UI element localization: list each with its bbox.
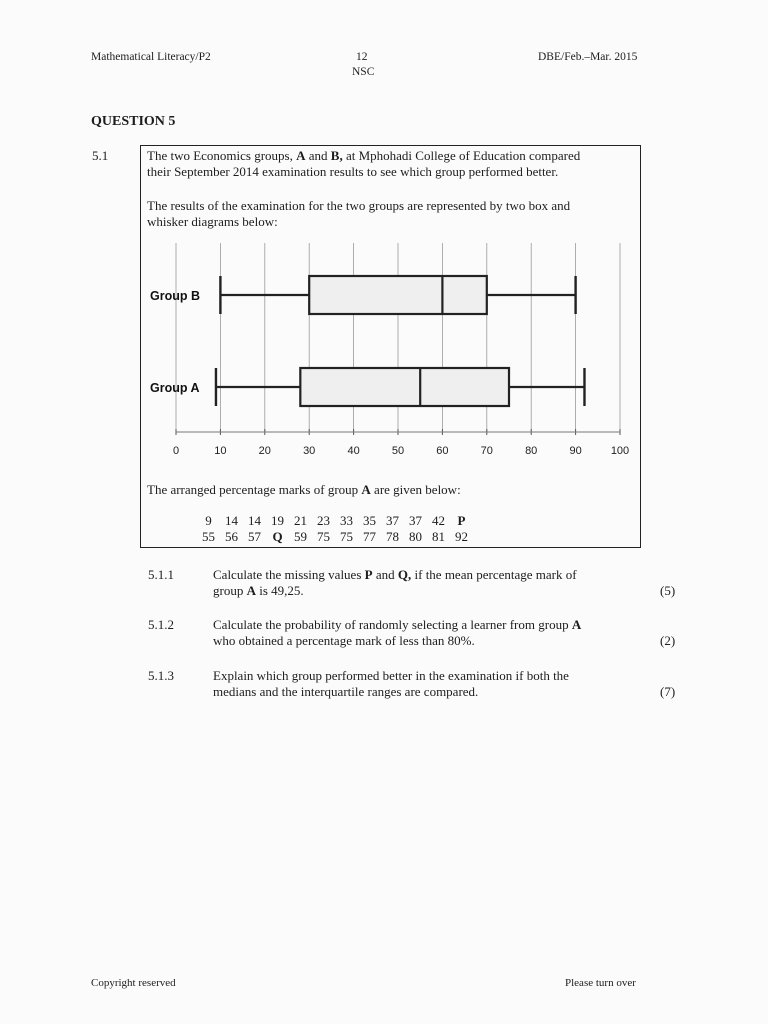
mark-row2-4: Q: [272, 529, 283, 544]
subquestion-text-1: Calculate the missing values P and Q, if the mean percentage mark of group A is 49,25.: [213, 567, 577, 598]
subquestion-number-3: 5.1.3: [148, 668, 174, 683]
header-page-number: 12: [356, 51, 368, 63]
footer-turn-over: Please turn over: [565, 977, 636, 989]
mark-row1-3: 14: [248, 513, 261, 528]
tick-label-50: 50: [391, 445, 405, 457]
question-title: QUESTION 5: [91, 114, 176, 129]
intro-line-2: their September 2014 examination results to see which group performed better.: [147, 164, 559, 179]
marks-row-2: [197, 529, 473, 545]
subquestion-score-1: (5): [660, 583, 676, 598]
header-nsc: NSC: [352, 66, 375, 78]
group-b-box: [309, 276, 487, 314]
mark-row1-12: P: [457, 513, 466, 528]
marks-table: [197, 513, 473, 545]
tick-label-40: 40: [347, 445, 360, 457]
intro-line-4: whisker diagrams below:: [147, 214, 278, 229]
tick-label-30: 30: [303, 445, 316, 457]
mark-row2-1: 55: [202, 529, 215, 544]
mark-row2-6: 75: [317, 529, 330, 544]
tick-label-70: 70: [480, 445, 493, 457]
mark-row1-4: 19: [271, 513, 284, 528]
mark-row1-11: 42: [432, 513, 445, 528]
mark-row1-2: 14: [225, 513, 238, 528]
tick-label-90: 90: [569, 445, 582, 457]
box-whisker-chart: [141, 238, 639, 463]
mark-row1-1: 9: [205, 513, 212, 528]
mark-row2-8: 77: [363, 529, 376, 544]
footer-copyright: Copyright reserved: [91, 977, 176, 989]
tick-label-0: 0: [172, 445, 180, 457]
mark-row2-3: 57: [248, 529, 261, 544]
mark-row2-2: 56: [225, 529, 238, 544]
group-b-label: Group B: [150, 289, 200, 303]
mark-row2-12: 92: [455, 529, 468, 544]
subquestion-text-2: Calculate the probability of randomly selecting a learner from group A who obtained a percentage mark of less than 80%.: [213, 617, 582, 648]
mark-row1-9: 37: [386, 513, 399, 528]
mark-row2-7: 75: [340, 529, 353, 544]
mark-row2-9: 78: [386, 529, 399, 544]
tick-label-80: 80: [525, 445, 538, 457]
mark-row2-5: 59: [294, 529, 307, 544]
mark-row1-8: 35: [363, 513, 376, 528]
mark-row1-10: 37: [409, 513, 422, 528]
tick-label-100: 100: [610, 445, 630, 457]
group-a-box: [300, 368, 509, 406]
intro-line-1: The two Economics groups, A and B, at Mphohadi College of Education compared: [147, 148, 581, 163]
group-a-label: Group A: [150, 381, 200, 395]
subquestion-number-1: 5.1.1: [148, 567, 174, 582]
marks-intro: The arranged percentage marks of group A are given below:: [147, 482, 461, 497]
subquestion-number-2: 5.1.2: [148, 617, 174, 632]
question-box: [140, 145, 641, 548]
mark-row1-7: 33: [340, 513, 353, 528]
tick-label-60: 60: [436, 445, 449, 457]
header-date: DBE/Feb.–Mar. 2015: [538, 51, 638, 63]
header-subject: Mathematical Literacy/P2: [91, 51, 211, 63]
subquestion-score-2: (2): [660, 633, 676, 648]
mark-row2-10: 80: [409, 529, 422, 544]
mark-row1-6: 23: [317, 513, 330, 528]
mark-row2-11: 81: [432, 529, 445, 544]
intro-line-3: The results of the examination for the two groups are represented by two box and: [147, 198, 571, 213]
tick-label-10: 10: [214, 445, 227, 457]
subquestion-text-3: Explain which group performed better in the examination if both the medians and the interquartile ranges are compared.: [213, 668, 569, 699]
tick-label-20: 20: [258, 445, 271, 457]
marks-row-1: [197, 513, 473, 529]
subquestion-score-3: (7): [660, 684, 676, 699]
question-number: 5.1: [92, 148, 109, 163]
mark-row1-5: 21: [294, 513, 307, 528]
